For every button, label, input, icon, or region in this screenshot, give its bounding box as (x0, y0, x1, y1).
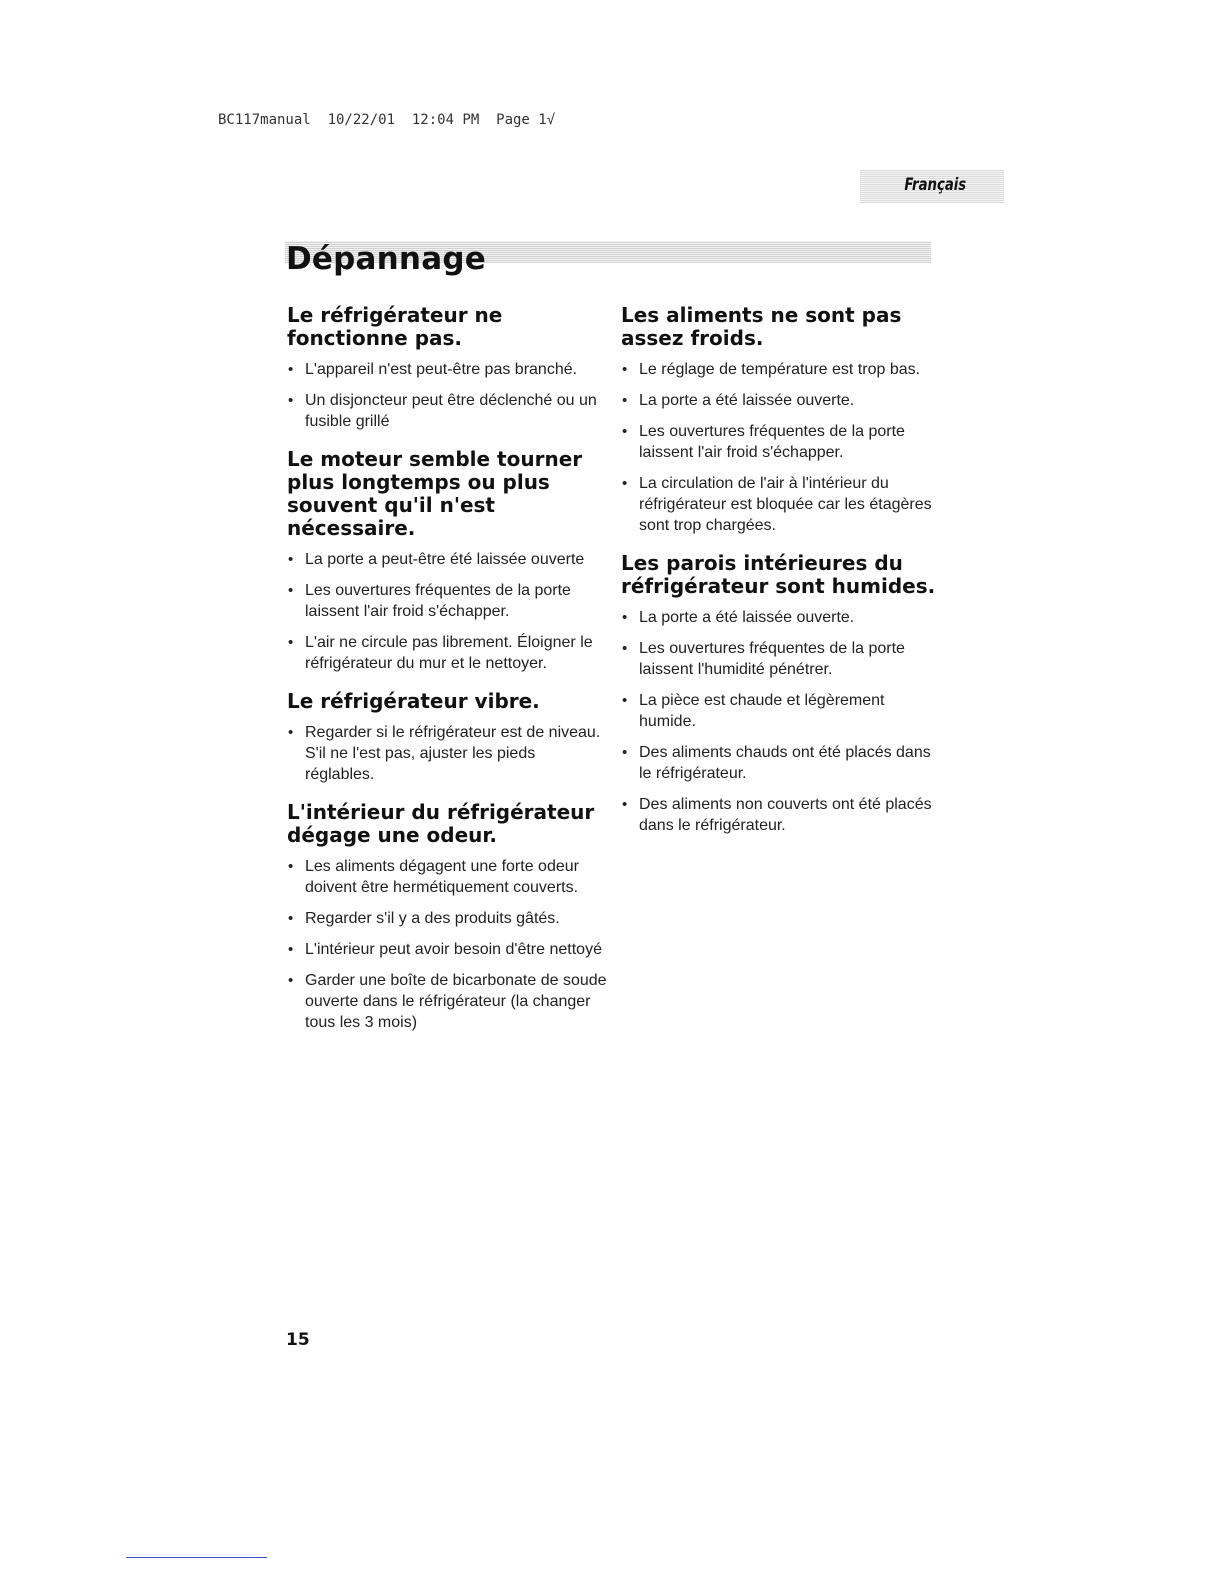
list-item (621, 690, 936, 732)
list-item (287, 970, 607, 1033)
list-item-text: La porte a peut-être été laissée ouverte (305, 551, 585, 568)
print-header: BC117manual 10/22/01 12:04 PM Page 1√ (218, 112, 556, 128)
bullet-icon: • (622, 640, 628, 657)
bullet-icon: • (288, 582, 294, 599)
list-item-text: L'intérieur peut avoir besoin d'être nettoyé (305, 941, 602, 958)
list-item-text: Les ouvertures fréquentes de la porte laissent l'air froid s'échapper. (639, 423, 905, 461)
right-column (621, 304, 936, 846)
list-item-text: Les ouvertures fréquentes de la porte laissent l'air froid s'échapper. (305, 582, 571, 620)
bullet-list (287, 549, 607, 674)
list-item-text: Garder une boîte de bicarbonate de soude ouverte dans le réfrigérateur (la changer tous les 3 mois) (305, 972, 607, 1031)
list-item-text: La porte a été laissée ouverte. (639, 392, 855, 409)
section-humid-walls (621, 552, 936, 836)
list-item (287, 549, 607, 570)
bullet-icon: • (288, 972, 294, 989)
list-item (621, 359, 936, 380)
section-heading: Les parois intérieures du réfrigérateur sont humides. (621, 551, 936, 598)
section-motor-runs-long (287, 448, 607, 674)
list-item (621, 742, 936, 784)
section-heading: Le réfrigérateur ne fonctionne pas. (287, 303, 503, 350)
bullet-list (287, 856, 607, 1033)
list-item (287, 359, 607, 380)
bullet-icon: • (622, 475, 628, 492)
section-heading: L'intérieur du réfrigérateur dégage une odeur. (287, 800, 595, 847)
list-item-text: L'air ne circule pas librement. Éloigner le réfrigérateur du mur et le nettoyer. (305, 634, 593, 672)
list-item (287, 908, 607, 929)
section-heading: Le réfrigérateur vibre. (287, 689, 540, 713)
list-item (287, 856, 607, 898)
bullet-icon: • (288, 941, 294, 958)
bullet-icon: • (622, 796, 628, 813)
language-tab (860, 170, 1004, 203)
list-item-text: Les aliments dégagent une forte odeur doivent être hermétiquement couverts. (305, 858, 579, 896)
left-column (287, 304, 607, 1043)
list-item-text: La porte a été laissée ouverte. (639, 609, 855, 626)
list-item (287, 390, 607, 432)
bullet-icon: • (288, 634, 294, 651)
language-tab-label: Français (904, 175, 966, 195)
list-item (287, 722, 607, 785)
bullet-icon: • (622, 609, 628, 626)
list-item-text: Regarder s'il y a des produits gâtés. (305, 910, 560, 927)
list-item (621, 607, 936, 628)
list-item (621, 421, 936, 463)
list-item-text: Un disjoncteur peut être déclenché ou un fusible grillé (305, 392, 597, 430)
list-item-text: L'appareil n'est peut-être pas branché. (305, 361, 578, 378)
bullet-icon: • (288, 551, 294, 568)
bullet-list (287, 359, 607, 432)
bullet-icon: • (622, 744, 628, 761)
list-item-text: Des aliments chauds ont été placés dans le réfrigérateur. (639, 744, 931, 782)
page-title: Dépannage (286, 241, 486, 277)
list-item-text: Le réglage de température est trop bas. (639, 361, 921, 378)
bullet-list (287, 722, 607, 785)
section-heading: Les aliments ne sont pas assez froids. (621, 303, 902, 350)
section-heading: Le moteur semble tourner plus longtemps ou plus souvent qu'il n'est nécessaire. (287, 447, 583, 540)
section-vibrates (287, 690, 607, 785)
list-item (621, 638, 936, 680)
bullet-list (621, 359, 936, 536)
footer-rule (126, 1557, 267, 1558)
section-not-running (287, 304, 607, 432)
bullet-list (621, 607, 936, 836)
list-item-text: Les ouvertures fréquentes de la porte laissent l'humidité pénétrer. (639, 640, 905, 678)
list-item-text: Des aliments non couverts ont été placés dans le réfrigérateur. (639, 796, 932, 834)
bullet-icon: • (622, 392, 628, 409)
list-item (621, 390, 936, 411)
section-odor (287, 801, 607, 1033)
list-item (287, 580, 607, 622)
list-item-text: La pièce est chaude et légèrement humide. (639, 692, 885, 730)
bullet-icon: • (622, 361, 628, 378)
section-not-cold-enough (621, 304, 936, 536)
list-item-text: La circulation de l'air à l'intérieur du réfrigérateur est bloquée car les étagères sont trop chargées. (639, 475, 932, 534)
bullet-icon: • (622, 692, 628, 709)
bullet-icon: • (288, 392, 294, 409)
list-item (287, 939, 607, 960)
bullet-icon: • (622, 423, 628, 440)
list-item (621, 473, 936, 536)
page-number: 15 (286, 1330, 310, 1350)
bullet-icon: • (288, 724, 294, 741)
list-item (287, 632, 607, 674)
bullet-icon: • (288, 858, 294, 875)
bullet-icon: • (288, 910, 294, 927)
bullet-icon: • (288, 361, 294, 378)
list-item (621, 794, 936, 836)
list-item-text: Regarder si le réfrigérateur est de niveau. S'il ne l'est pas, ajuster les pieds réglables. (305, 724, 601, 783)
